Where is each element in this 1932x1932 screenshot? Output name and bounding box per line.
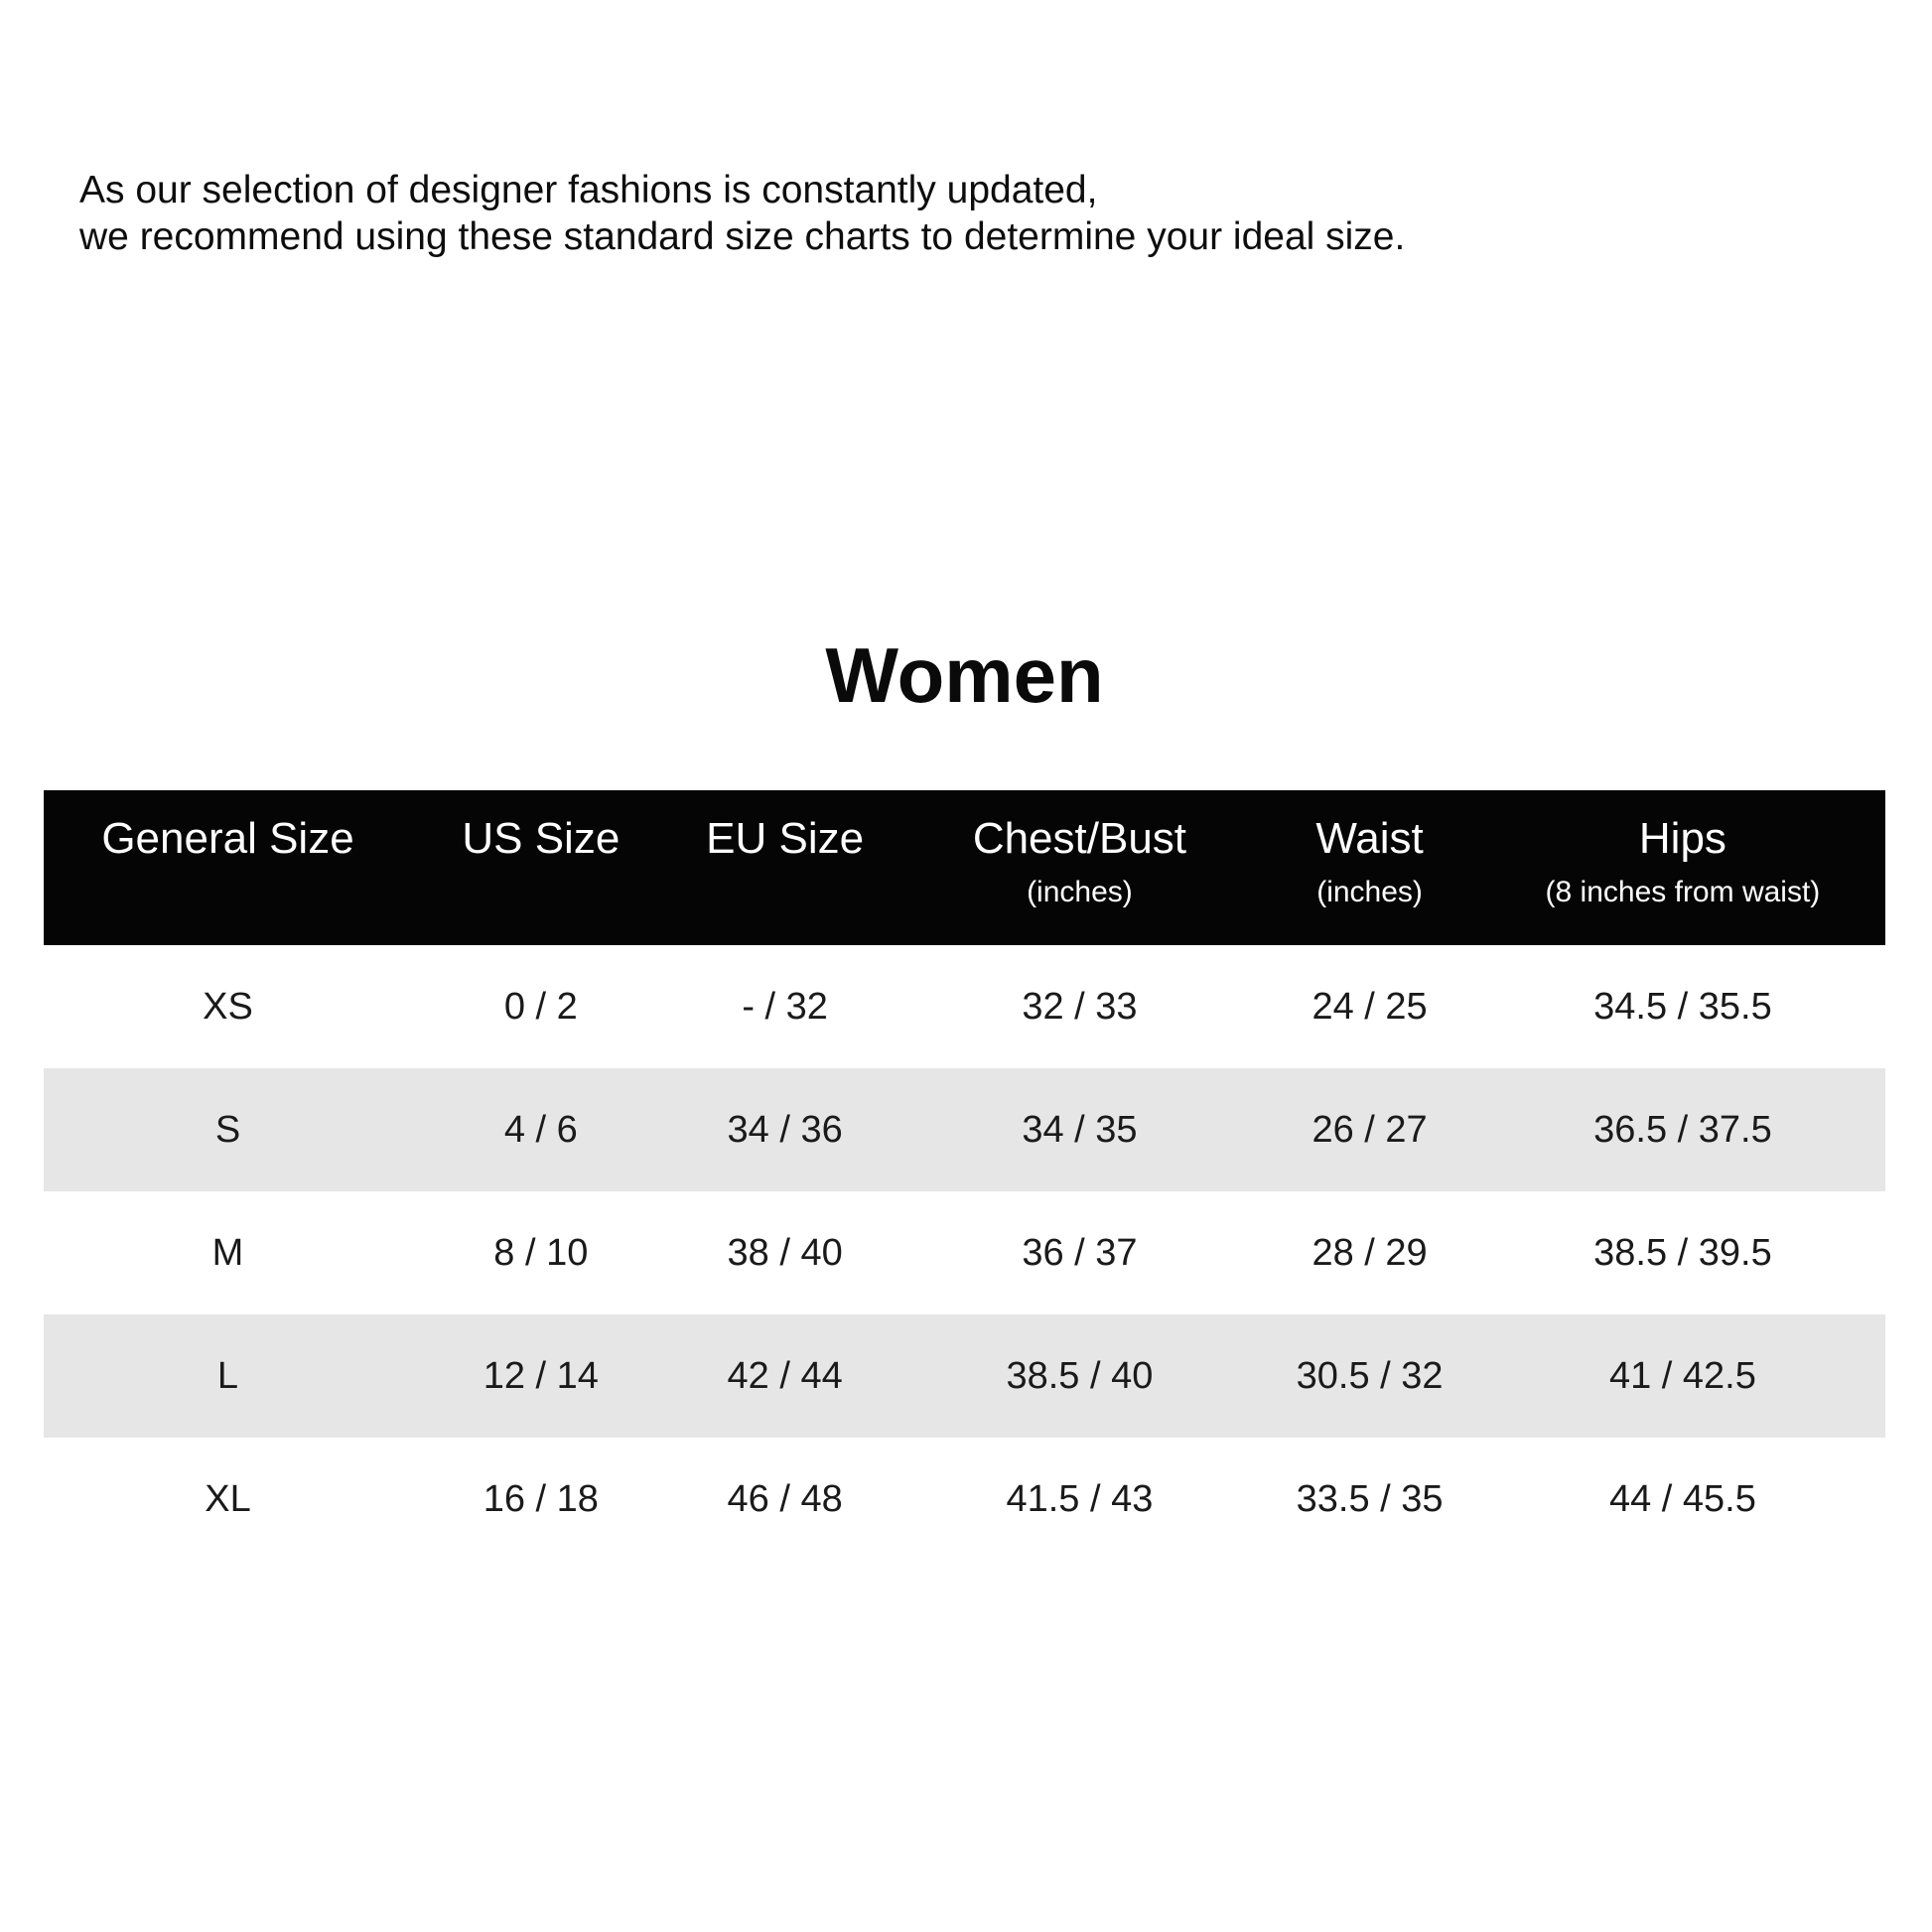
cell-m-chest-bust: 36 / 37: [1022, 1231, 1138, 1274]
column-header-eu-size: [670, 790, 900, 945]
column-header-label: General Size: [101, 814, 354, 863]
column-header-label: Waist: [1315, 814, 1424, 863]
cell-xl-eu-size: 46 / 48: [727, 1477, 843, 1520]
column-header-chest-bust: [900, 790, 1260, 945]
cell-l-waist: 30.5 / 32: [1296, 1354, 1444, 1397]
cell-m-hips: 38.5 / 39.5: [1593, 1231, 1772, 1274]
cell-xs-waist: 24 / 25: [1311, 985, 1428, 1028]
intro-paragraph: [79, 167, 1405, 260]
column-header-us-size: [412, 790, 670, 945]
cell-xs-eu-size: - / 32: [742, 985, 828, 1028]
intro-line-2: we recommend using these standard size charts to determine your ideal size.: [79, 215, 1406, 258]
column-header-subtext: (8 inches from waist): [1545, 876, 1821, 908]
cell-l-us-size: 12 / 14: [483, 1354, 599, 1397]
cell-m-waist: 28 / 29: [1311, 1231, 1428, 1274]
column-header-general-size: [44, 790, 412, 945]
cell-s-chest-bust: 34 / 35: [1022, 1108, 1138, 1151]
table-row-xs: [44, 945, 1885, 1068]
cell-xl-us-size: 16 / 18: [483, 1477, 599, 1520]
table-row-xl: [44, 1438, 1885, 1561]
cell-m-general-size: M: [211, 1231, 244, 1274]
cell-s-eu-size: 34 / 36: [727, 1108, 843, 1151]
column-header-subtext: (inches): [1027, 876, 1133, 908]
table-row-l: [44, 1314, 1885, 1438]
column-header-label: Hips: [1638, 814, 1726, 863]
cell-xs-us-size: 0 / 2: [503, 985, 578, 1028]
cell-xs-hips: 34.5 / 35.5: [1593, 985, 1772, 1028]
column-header-waist: [1259, 790, 1480, 945]
section-title-women: Women: [825, 631, 1104, 719]
column-header-label: EU Size: [706, 814, 865, 863]
cell-xl-waist: 33.5 / 35: [1296, 1477, 1444, 1520]
column-header-subtext: (inches): [1316, 876, 1423, 908]
column-header-hips: [1480, 790, 1885, 945]
cell-xl-chest-bust: 41.5 / 43: [1006, 1477, 1154, 1520]
cell-s-hips: 36.5 / 37.5: [1593, 1108, 1772, 1151]
cell-s-waist: 26 / 27: [1311, 1108, 1428, 1151]
table-body: [44, 945, 1885, 1561]
column-header-label: Chest/Bust: [972, 814, 1187, 863]
table-header-row: [44, 790, 1885, 945]
cell-l-eu-size: 42 / 44: [727, 1354, 843, 1397]
cell-m-eu-size: 38 / 40: [727, 1231, 843, 1274]
cell-m-us-size: 8 / 10: [493, 1231, 589, 1274]
cell-l-chest-bust: 38.5 / 40: [1006, 1354, 1154, 1397]
cell-s-general-size: S: [214, 1108, 241, 1151]
cell-l-hips: 41 / 42.5: [1608, 1354, 1756, 1397]
intro-line-1: As our selection of designer fashions is constantly updated,: [79, 169, 1098, 211]
cell-s-us-size: 4 / 6: [503, 1108, 578, 1151]
women-size-chart-table: [44, 790, 1885, 1561]
table-row-m: [44, 1191, 1885, 1314]
cell-xs-chest-bust: 32 / 33: [1022, 985, 1138, 1028]
cell-xl-general-size: XL: [205, 1477, 251, 1520]
column-header-label: US Size: [462, 814, 621, 863]
cell-l-general-size: L: [216, 1354, 239, 1397]
cell-xl-hips: 44 / 45.5: [1608, 1477, 1756, 1520]
cell-xs-general-size: XS: [203, 985, 253, 1028]
table-row-s: [44, 1068, 1885, 1191]
